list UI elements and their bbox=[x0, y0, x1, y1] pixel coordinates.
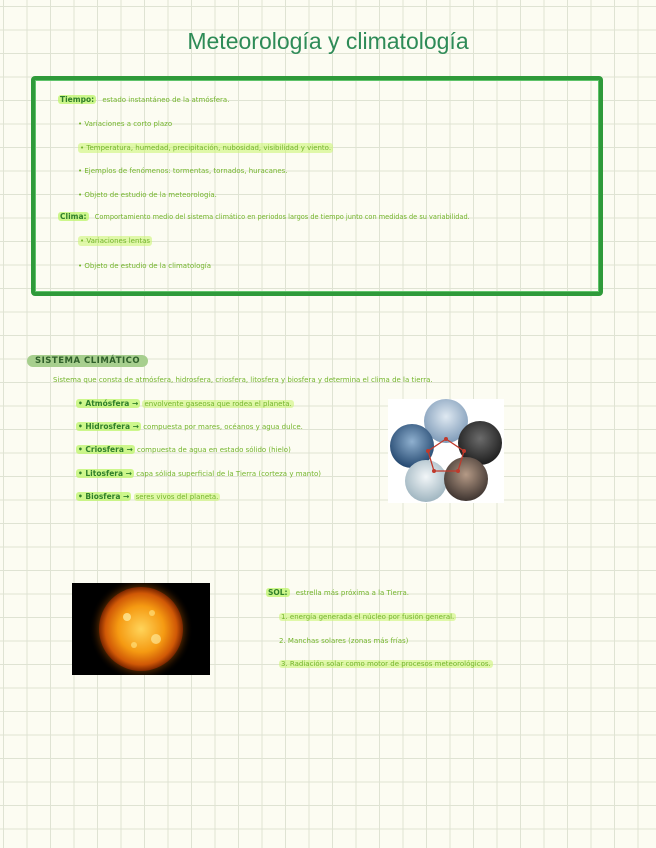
cryosphere-photo bbox=[405, 460, 447, 502]
sistema-item-desc: envolvente gaseosa que rodea el planeta. bbox=[144, 400, 292, 408]
tiempo-item: • Objeto de estudio de la meteorología. bbox=[78, 191, 217, 199]
sistema-item-desc: capa sólida superficial de la Tierra (corteza y manto) bbox=[136, 470, 321, 478]
sol-item bbox=[279, 636, 408, 646]
tiempo-line bbox=[58, 95, 229, 105]
clima-definition: Comportamiento medio del sistema climático en periodos largos de tiempo junto con medidas de su variabilidad. bbox=[94, 213, 470, 221]
sistema-item-hidrosfera bbox=[76, 422, 303, 432]
sistema-item-desc: seres vivos del planeta. bbox=[135, 493, 219, 501]
sistema-item-term: • Hidrosfera → bbox=[78, 422, 139, 431]
sistema-item-desc: compuesta de agua en estado sólido (hielo) bbox=[137, 446, 291, 454]
sistema-item-biosfera bbox=[76, 492, 220, 502]
sol-item bbox=[279, 659, 493, 669]
sistema-heading-wrap bbox=[27, 348, 148, 367]
sistema-item-term: • Biosfera → bbox=[78, 492, 130, 501]
tiempo-term: Tiempo: bbox=[60, 95, 95, 104]
sol-item-text: 3. Radiación solar como motor de procesos meteorológicos. bbox=[281, 660, 491, 668]
sistema-heading: SISTEMA CLIMÁTICO bbox=[27, 355, 148, 367]
sol-line bbox=[266, 588, 409, 598]
tiempo-item: • Ejemplos de fenómenos: tormentas, tornados, huracanes. bbox=[78, 167, 288, 175]
clima-item: • Variaciones lentas bbox=[80, 237, 151, 245]
sistema-item-term: • Litosfera → bbox=[78, 469, 132, 478]
tiempo-item: • Temperatura, humedad, precipitación, nubosidad, visibilidad y viento. bbox=[80, 144, 332, 152]
sistema-item-term: • Atmósfera → bbox=[78, 399, 139, 408]
sistema-item-criosfera bbox=[76, 445, 291, 455]
tiempo-item: • Variaciones a corto plazo bbox=[78, 120, 173, 128]
clima-line bbox=[58, 212, 470, 222]
sistema-item-term: • Criosfera → bbox=[78, 445, 133, 454]
climate-system-collage-image bbox=[388, 399, 504, 503]
clima-item: • Objeto de estudio de la climatología bbox=[78, 262, 212, 270]
sun-image bbox=[72, 583, 210, 675]
sol-definition: estrella más próxima a la Tierra. bbox=[295, 589, 409, 597]
sistema-item-desc: compuesta por mares, océanos y agua dulce. bbox=[143, 423, 303, 431]
sol-item bbox=[279, 612, 456, 622]
tiempo-definition: estado instantáneo de la atmósfera. bbox=[102, 96, 230, 104]
page-title: Meteorología y climatología bbox=[187, 28, 469, 54]
clima-term: Clima: bbox=[60, 212, 87, 221]
sistema-item-atmosfera bbox=[76, 399, 294, 409]
sistema-definition: Sistema que consta de atmósfera, hidrosfera, criosfera, litosfera y biosfera y determina el clima de la tierra. bbox=[53, 376, 433, 384]
lithosphere-photo bbox=[444, 457, 488, 501]
sol-term: SOL: bbox=[268, 588, 288, 597]
sistema-item-litosfera bbox=[76, 469, 321, 479]
sol-item-text: 2. Manchas solares (zonas más frías) bbox=[279, 637, 409, 645]
sol-item-text: 1. energía generada el núcleo por fusión general. bbox=[281, 613, 455, 621]
